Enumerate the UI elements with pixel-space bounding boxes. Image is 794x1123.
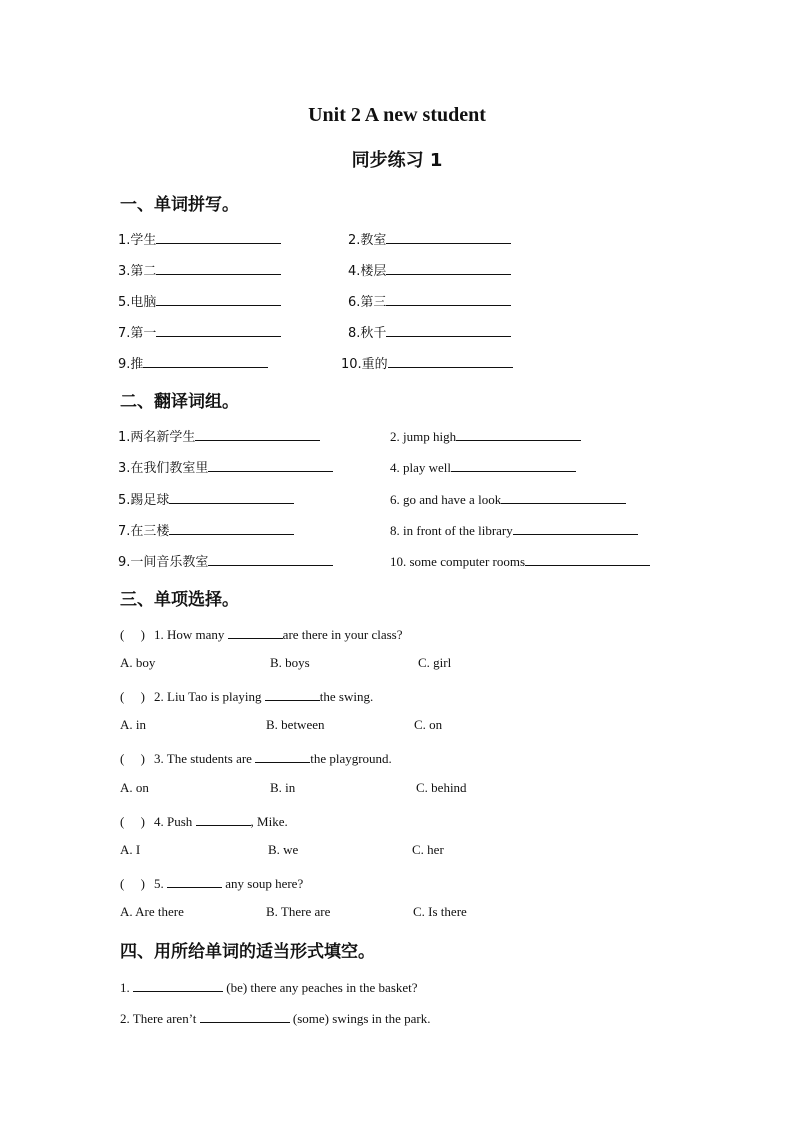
- spelling-row: [0, 291, 794, 313]
- option-b[interactable]: B. in: [270, 780, 296, 795]
- answer-blank[interactable]: [388, 353, 513, 368]
- answer-blank[interactable]: [265, 686, 320, 701]
- spelling-item: 10.重的: [341, 353, 513, 372]
- option-c[interactable]: C. girl: [418, 655, 452, 670]
- options-row: [0, 717, 794, 739]
- option-c[interactable]: C. behind: [416, 780, 467, 795]
- answer-blank[interactable]: [228, 624, 283, 639]
- spelling-item: 5.电脑: [118, 291, 281, 310]
- phrase-row: [0, 489, 794, 511]
- answer-blank[interactable]: [208, 551, 333, 566]
- option-b[interactable]: B. we: [268, 842, 299, 857]
- question-stem: ( ) 1. How many are there in your class?: [120, 624, 403, 643]
- answer-blank[interactable]: [169, 520, 294, 535]
- answer-blank[interactable]: [167, 873, 222, 888]
- answer-paren[interactable]: ( ): [120, 689, 145, 704]
- option-a[interactable]: A. I: [120, 842, 141, 857]
- spelling-row: [0, 322, 794, 344]
- option-a[interactable]: A. in: [120, 717, 146, 732]
- option-b[interactable]: B. between: [266, 717, 325, 732]
- spelling-item: 4.楼层: [348, 260, 511, 279]
- section-heading-phrases: 二、翻译词组。: [120, 392, 239, 412]
- answer-blank[interactable]: [200, 1008, 290, 1023]
- phrase-item: 6. go and have a look: [390, 489, 626, 508]
- phrase-item: 8. in front of the library: [390, 520, 638, 539]
- question-row: [0, 873, 794, 895]
- options-row: [0, 655, 794, 677]
- question-stem: ( ) 4. Push , Mike.: [120, 811, 288, 830]
- phrase-row: [0, 551, 794, 573]
- spelling-item: 6.第三: [348, 291, 511, 310]
- answer-blank[interactable]: [525, 551, 650, 566]
- fill-sentence: 1. (be) there any peaches in the basket?: [120, 977, 418, 996]
- answer-blank[interactable]: [513, 520, 638, 535]
- question-row: [0, 811, 794, 833]
- phrase-item: 3.在我们教室里: [118, 457, 333, 476]
- option-a[interactable]: A. Are there: [120, 904, 184, 919]
- phrase-item: 2. jump high: [390, 426, 581, 445]
- answer-blank[interactable]: [156, 322, 281, 337]
- page-title: Unit 2 A new student: [308, 104, 486, 126]
- spelling-item: 1.学生: [118, 229, 281, 248]
- section-heading-choice: 三、单项选择。: [120, 590, 239, 610]
- fill-row: [0, 977, 794, 999]
- answer-blank[interactable]: [386, 229, 511, 244]
- question-stem: ( ) 2. Liu Tao is playing the swing.: [120, 686, 373, 705]
- answer-blank[interactable]: [133, 977, 223, 992]
- phrase-item: 10. some computer rooms: [390, 551, 650, 570]
- answer-paren[interactable]: ( ): [120, 751, 145, 766]
- spelling-row: [0, 353, 794, 375]
- question-stem: ( ) 5. any soup here?: [120, 873, 303, 892]
- question-row: [0, 686, 794, 708]
- question-stem: ( ) 3. The students are the playground.: [120, 748, 392, 767]
- spelling-row: [0, 229, 794, 251]
- answer-blank[interactable]: [195, 426, 320, 441]
- spelling-item: 3.第二: [118, 260, 281, 279]
- answer-blank[interactable]: [386, 260, 511, 275]
- option-a[interactable]: A. boy: [120, 655, 156, 670]
- answer-blank[interactable]: [169, 489, 294, 504]
- phrase-item: 4. play well: [390, 457, 576, 476]
- answer-blank[interactable]: [156, 260, 281, 275]
- phrase-row: [0, 457, 794, 479]
- section-heading-spelling: 一、单词拼写。: [120, 195, 239, 215]
- answer-paren[interactable]: ( ): [120, 627, 145, 642]
- answer-blank[interactable]: [196, 811, 251, 826]
- answer-blank[interactable]: [255, 748, 310, 763]
- answer-blank[interactable]: [386, 291, 511, 306]
- phrase-item: 9.一间音乐教室: [118, 551, 333, 570]
- option-b[interactable]: B. There are: [266, 904, 331, 919]
- answer-blank[interactable]: [386, 322, 511, 337]
- page-subtitle: 同步练习 1: [351, 150, 443, 171]
- question-row: [0, 624, 794, 646]
- fill-sentence: 2. There aren’t (some) swings in the park.: [120, 1008, 430, 1027]
- option-a[interactable]: A. on: [120, 780, 149, 795]
- phrase-row: [0, 426, 794, 448]
- answer-paren[interactable]: ( ): [120, 814, 145, 829]
- phrase-item: 5.踢足球: [118, 489, 294, 508]
- phrase-item: 1.两名新学生: [118, 426, 320, 445]
- option-c[interactable]: C. on: [414, 717, 443, 732]
- option-c[interactable]: C. Is there: [413, 904, 467, 919]
- answer-paren[interactable]: ( ): [120, 876, 145, 891]
- option-b[interactable]: B. boys: [270, 655, 310, 670]
- answer-blank[interactable]: [456, 426, 581, 441]
- options-row: [0, 904, 794, 926]
- question-row: [0, 748, 794, 770]
- answer-blank[interactable]: [208, 457, 333, 472]
- spelling-item: 9.推: [118, 353, 268, 372]
- answer-blank[interactable]: [451, 457, 576, 472]
- phrase-item: 7.在三楼: [118, 520, 294, 539]
- answer-blank[interactable]: [143, 353, 268, 368]
- option-c[interactable]: C. her: [412, 842, 444, 857]
- fill-row: [0, 1008, 794, 1030]
- spelling-item: 2.教室: [348, 229, 511, 248]
- spelling-row: [0, 260, 794, 282]
- options-row: [0, 842, 794, 864]
- section-heading-fill: 四、用所给单词的适当形式填空。: [120, 942, 375, 962]
- answer-blank[interactable]: [501, 489, 626, 504]
- phrase-row: [0, 520, 794, 542]
- spelling-item: 8.秋千: [348, 322, 511, 341]
- spelling-item: 7.第一: [118, 322, 281, 341]
- answer-blank[interactable]: [156, 291, 281, 306]
- answer-blank[interactable]: [156, 229, 281, 244]
- options-row: [0, 780, 794, 802]
